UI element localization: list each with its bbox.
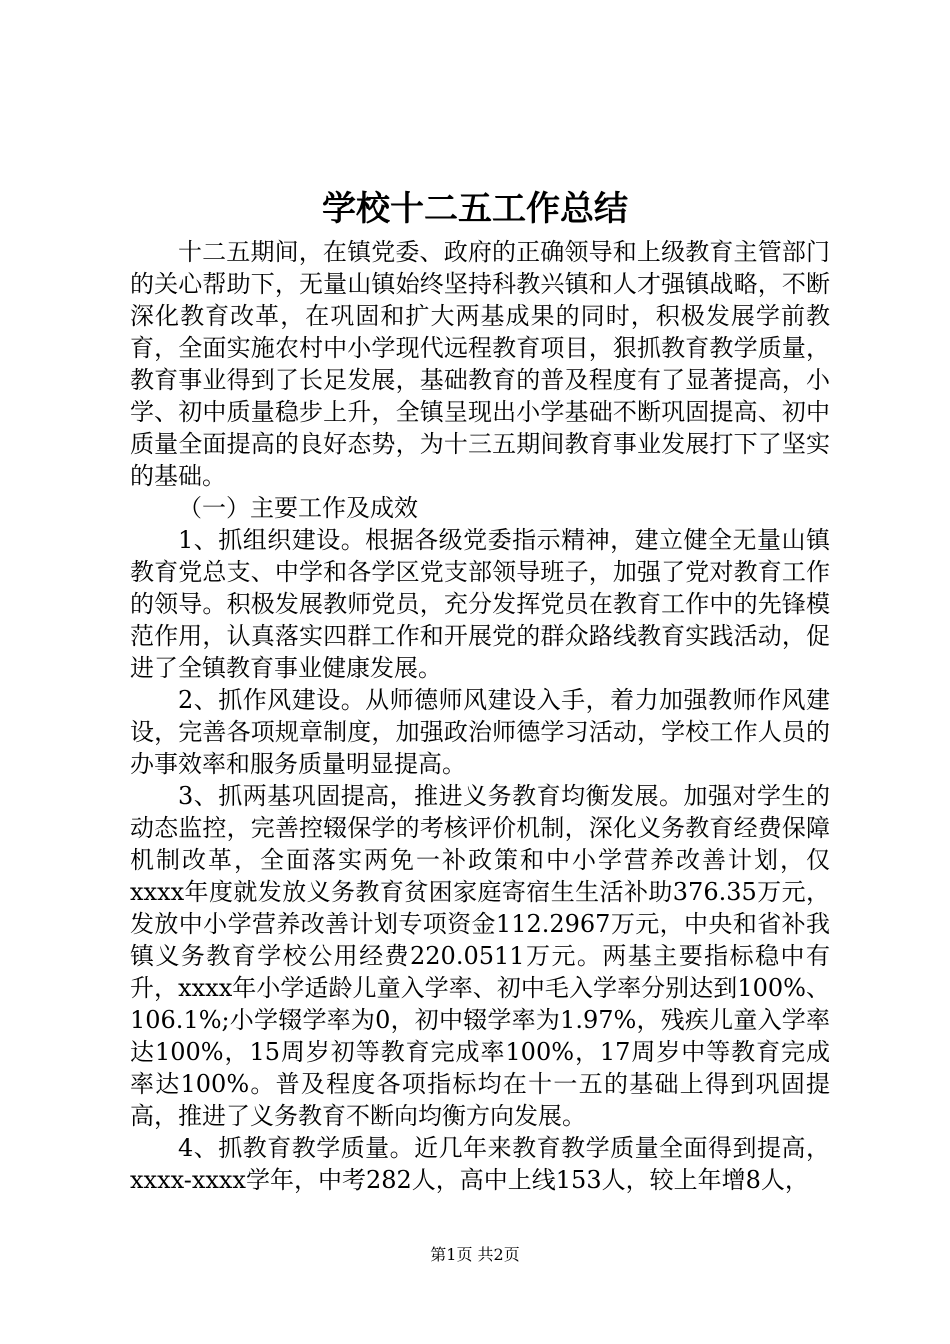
document-title: 学校十二五工作总结 — [322, 189, 628, 229]
paragraph-item-1: 1、抓组织建设。根据各级党委指示精神，建立健全无量山镇教育党总支、中学和各学区党支部领导班子，加强了党对教育工作的领导。积极发展教师党员，充分发挥党员在教育工作中的先锋模范作用，认真落实四群工作和开展党的群众路线教育实践活动，促进了全镇教育事业健康发展。 — [130, 526, 830, 682]
document-body — [130, 236, 830, 1196]
paragraph-item-2: 2、抓作风建设。从师德师风建设入手，着力加强教师作风建设，完善各项规章制度，加强政治师德学习活动，学校工作人员的办事效率和服务质量明显提高。 — [130, 686, 830, 778]
paragraph-intro: 十二五期间，在镇党委、政府的正确领导和上级教育主管部门的关心帮助下，无量山镇始终坚持科教兴镇和人才强镇战略，不断深化教育改革，在巩固和扩大两基成果的同时，积极发展学前教育，全面实施农村中小学现代远程教育项目，狠抓教育教学质量，教育事业得到了长足发展，基础教育的普及程度有了显著提高，小学、初中质量稳步上升，全镇呈现出小学基础不断巩固提高、初中质量全面提高的良好态势，为十三五期间教育事业发展打下了坚实的基础。 — [130, 238, 830, 490]
paragraph-item-3: 3、抓两基巩固提高，推进义务教育均衡发展。加强对学生的动态监控，完善控辍保学的考核评价机制，深化义务教育经费保障机制改革，全面落实两免一补政策和中小学营养改善计划，仅xxxx年度就发放义务教育贫困家庭寄宿生生活补助376.35万元，发放中小学营养改善计划专项资金112.2967万元，中央和省补我镇义务教育学校公用经费220.0511万元。两基主要指标稳中有升，xxxx年小学适龄儿童入学率、初中毛入学率分别达到100%、106.1%;小学辍学率为0，初中辍学率为1.97%，残疾儿童入学率达100%，15周岁初等教育完成率100%，17周岁中等教育完成率达100%。普及程度各项指标均在十一五的基础上得到巩固提高，推进了义务教育不断向均衡方向发展。 — [130, 782, 830, 1130]
page-number-footer: 第1页 共2页 — [430, 1245, 520, 1264]
paragraph-item-4: 4、抓教育教学质量。近几年来教育教学质量全面得到提高，xxxx-xxxx学年，中考282人，高中上线153人，较上年增8人， — [130, 1134, 830, 1194]
section-heading: （一）主要工作及成效 — [178, 494, 418, 522]
